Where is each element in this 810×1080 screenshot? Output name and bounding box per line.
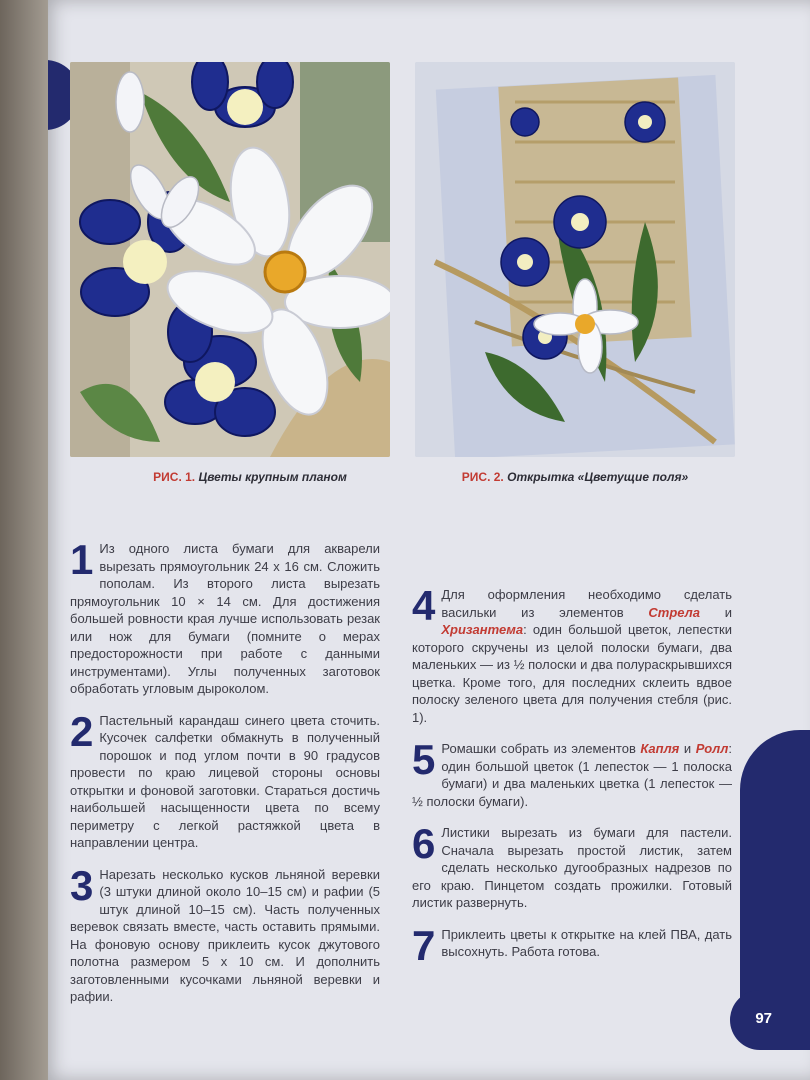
- step-text: Листики вырезать из бумаги для пастели. Сначала вырезать простой листик, затем сделать несколько дугообразных надрезов по его краю. Пинцетом создать прожилки. Готовый листик развернуть.: [412, 825, 732, 910]
- figure-2-label: РИС. 2.: [461, 470, 504, 484]
- step-text: Приклеить цветы к открытке на клей ПВА, дать высохнуть. Работа готова.: [441, 926, 732, 959]
- step-text: Пастельный карандаш синего цвета сточить. Кусочек салфетки обмакнуть в полученный порошок и под углом почти в 90 градусов провести по краю лицевой стороны основы открытки и фоновой заготовки. Стараться достичь наибольшей насыщенности цвета по всему периметру с легкой растяжкой цвета в направлении центра.: [70, 712, 380, 850]
- step-text: : один большой цветок, лепестки которого скручены из целой полоски бумаги, два маленьких — из ½ полоски и два полураскрывшихся цветка. Кроме того, для последних склеить вдвое полоску зеленого цвета для получения стебля (рис. 1).: [412, 622, 732, 725]
- element-name: Капля: [640, 741, 680, 756]
- step-6: [412, 820, 732, 912]
- element-name: Хризантема: [441, 622, 524, 637]
- step-text: и: [679, 741, 696, 756]
- photo-flowers-closeup: [70, 62, 390, 457]
- step-7: [412, 921, 732, 969]
- step-number: 3: [70, 861, 94, 909]
- step-text: Ромашки собрать из элементов: [441, 741, 641, 756]
- step-text: Для оформления необходимо сделать васильки из элементов: [441, 587, 732, 620]
- figure-1-caption: [110, 470, 390, 484]
- step-5: [412, 736, 732, 810]
- figure-2-text: Открытка «Цветущие поля»: [503, 470, 689, 484]
- figure-1-label: РИС. 1.: [153, 470, 196, 484]
- step-text: Нарезать несколько кусков льняной веревки (3 штуки длиной около 10–15 см) и рафии (5 штук длиной 10–15 см). Часть полученных веревок связать вместе, часть оставить прямыми. На фоновую основу приклеить кусок джутового полотна размером 5 х 10 см. И дополнить заготовленными кусочками льняной веревки и рафии.: [70, 866, 380, 1004]
- figure-2-caption: [415, 470, 735, 484]
- figure-1-text: Цветы крупным планом: [195, 470, 347, 484]
- book-spine-edge: [0, 0, 48, 1080]
- step-number: 5: [412, 736, 436, 783]
- decorative-blob: [740, 730, 810, 1020]
- step-number: 6: [412, 820, 436, 867]
- page-number: 97: [755, 1010, 772, 1027]
- book-page: [40, 0, 810, 1080]
- step-number: 7: [412, 921, 436, 969]
- text-column-left: [70, 536, 380, 1020]
- step-number: 2: [70, 707, 94, 755]
- step-text: : один большой цветок (1 лепесток — 1 полоска бумаги) и два маленьких цветка (1 лепесток — ½ полоски бумаги).: [412, 741, 732, 809]
- photo-card-blooming-fields: [415, 62, 735, 457]
- step-number: 4: [412, 582, 436, 629]
- step-number: 1: [70, 536, 94, 583]
- element-name: Стрела: [648, 604, 700, 620]
- step-1: [70, 536, 380, 698]
- step-text: Из одного листа бумаги для акварели вырезать прямоугольник 24 х 16 см. Сложить пополам. Из второго листа вырезать прямоугольник 10 × 14 см. Для достижения большей ровности края лучше использовать резак или нож для бумаги (помните о мерах предосторожности при работе с данными инструментами). Углы полученных заготовок обработать угловым дыроколом.: [70, 541, 380, 696]
- element-name: Ролл: [695, 741, 729, 756]
- step-4: [412, 582, 733, 726]
- step-2: [70, 707, 380, 852]
- step-3: [70, 861, 380, 1006]
- text-column-right: [412, 540, 732, 975]
- step-text: и: [699, 604, 733, 620]
